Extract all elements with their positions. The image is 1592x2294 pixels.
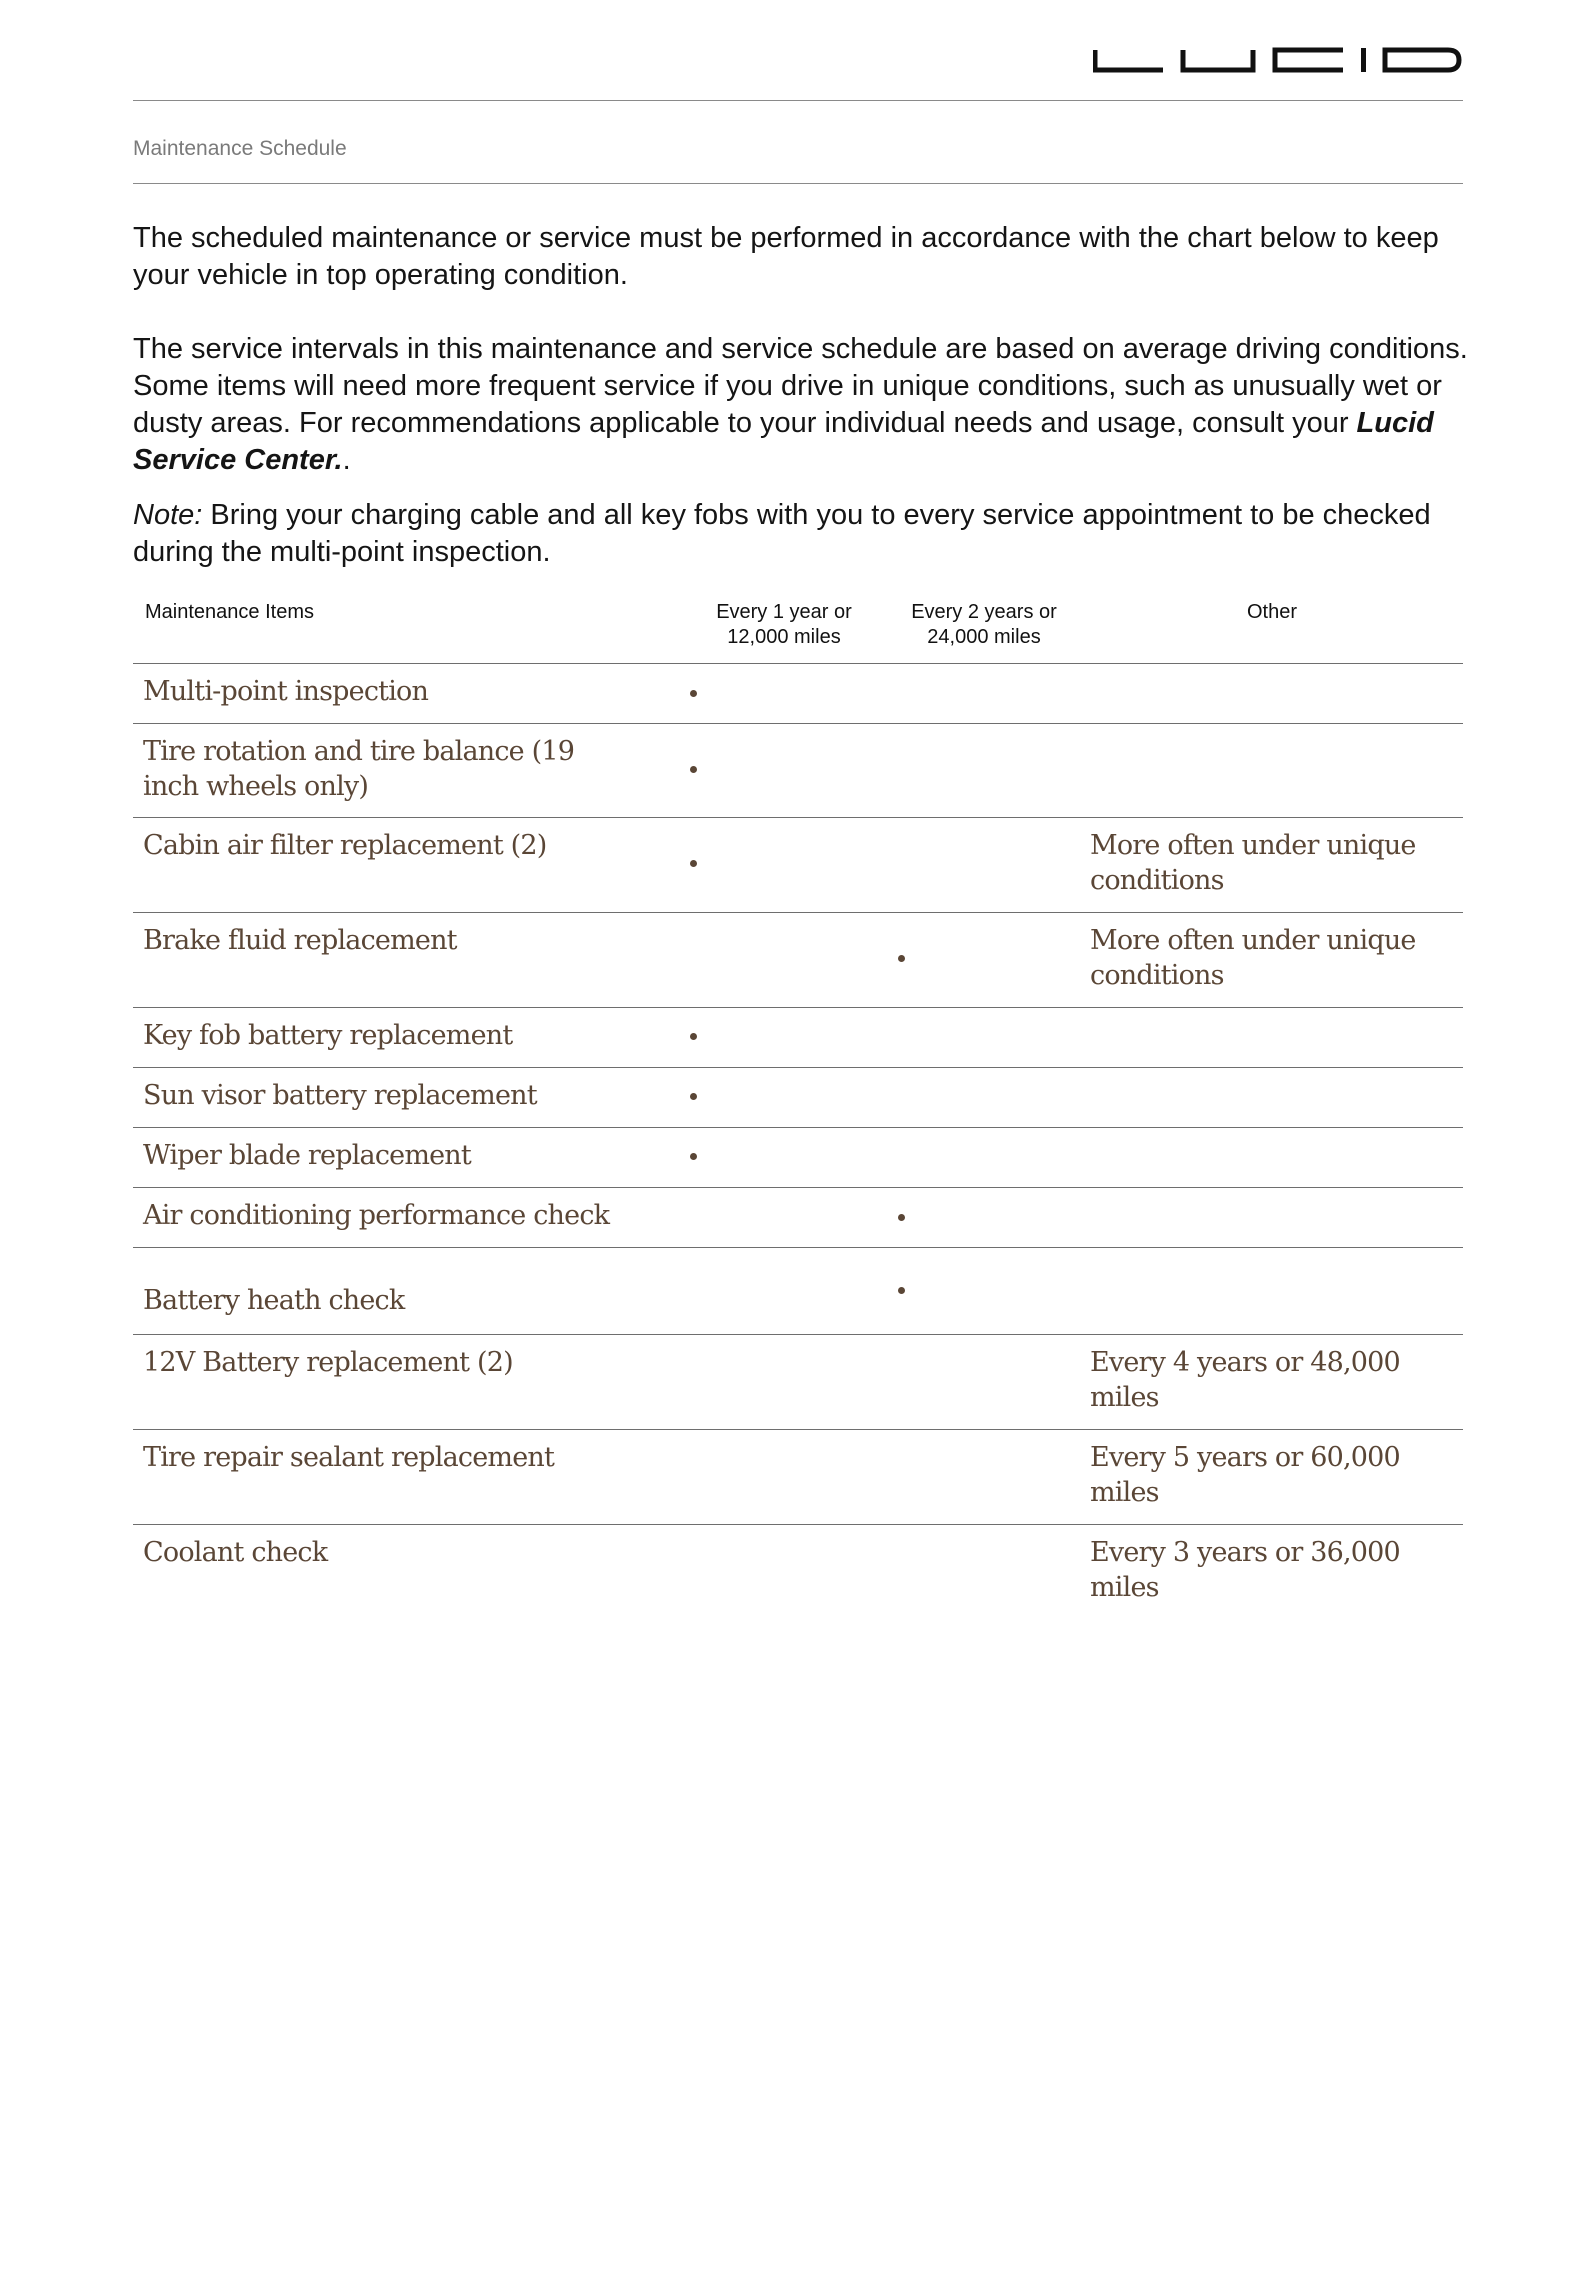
table-row-other: More often under unique conditions: [1090, 925, 1416, 991]
intro-paragraph-1: The scheduled maintenance or service must be performed in accordance with the chart below to keep your vehicle in top operating condition.: [133, 222, 1439, 291]
breadcrumb: Maintenance Schedule: [133, 137, 347, 160]
header-every-2-years-line1: Every 2 years or: [911, 601, 1057, 623]
header-every-2-years: [884, 600, 1084, 650]
interval-dot-every-1-year: [690, 690, 697, 697]
table-row-separator: [133, 1067, 1463, 1068]
interval-dot-every-1-year: [690, 860, 697, 867]
interval-dot-every-2-years: [898, 955, 905, 962]
table-row-separator: [133, 1247, 1463, 1248]
header-other: Other: [1246, 601, 1298, 623]
table-row-item: Brake fluid replacement: [143, 925, 457, 956]
intro-paragraph-2-text: The service intervals in this maintenance and service schedule are based on average driving conditions. Some items will need more frequent service if you drive in unique conditions, such as unusually wet or dusty areas. For recommendations applicable to your individual needs and usage, consult your: [133, 333, 1468, 439]
table-row-separator: [133, 1429, 1463, 1430]
table-row-item: Multi-point inspection: [143, 676, 429, 707]
note-paragraph: [133, 497, 1473, 571]
interval-dot-every-1-year: [690, 1153, 697, 1160]
table-row-item: Coolant check: [143, 1537, 328, 1568]
interval-dot-every-1-year: [690, 1033, 697, 1040]
lucid-logo: [1093, 46, 1463, 74]
table-row-other: Every 5 years or 60,000 miles: [1090, 1442, 1400, 1508]
table-row-item: Wiper blade replacement: [143, 1140, 471, 1171]
table-row-separator: [133, 1007, 1463, 1008]
table-row-item: Battery heath check: [143, 1285, 405, 1316]
table-row-other: Every 4 years or 48,000 miles: [1090, 1347, 1400, 1413]
table-row-separator: [133, 723, 1463, 724]
table-row-separator: [133, 663, 1463, 664]
header-every-1-year-line2: 12,000 miles: [727, 626, 841, 648]
table-row-separator: [133, 1127, 1463, 1128]
table-row-item: Tire rotation and tire balance (19 inch wheels only): [143, 736, 575, 802]
header-every-2-years-line2: 24,000 miles: [927, 626, 1041, 648]
table-row-separator: [133, 1524, 1463, 1525]
intro-paragraph-2: [133, 331, 1473, 479]
header-rule: [133, 100, 1463, 101]
table-row-other: More often under unique conditions: [1090, 830, 1416, 896]
table-row-item: Key fob battery replacement: [143, 1020, 513, 1051]
table-row-item: 12V Battery replacement (2): [143, 1347, 513, 1378]
note-label: Note:: [133, 499, 203, 531]
service-center-link[interactable]: Lucid Service Center.: [133, 407, 1434, 476]
interval-dot-every-1-year: [690, 766, 697, 773]
interval-dot-every-2-years: [898, 1214, 905, 1221]
table-row-other: Every 3 years or 36,000 miles: [1090, 1537, 1400, 1603]
header-maintenance-items: Maintenance Items: [145, 601, 314, 623]
table-row-item: Sun visor battery replacement: [143, 1080, 537, 1111]
interval-dot-every-2-years: [898, 1287, 905, 1294]
table-row-separator: [133, 912, 1463, 913]
intro-paragraph-2-end: .: [342, 444, 351, 476]
header-every-1-year: [684, 600, 884, 650]
interval-dot-every-1-year: [690, 1093, 697, 1100]
breadcrumb-rule: [133, 183, 1463, 184]
note-text: Bring your charging cable and all key fobs with you to every service appointment to be checked during the multi-point inspection.: [133, 499, 1431, 568]
table-row-separator: [133, 1187, 1463, 1188]
table-row-separator: [133, 817, 1463, 818]
header-every-1-year-line1: Every 1 year or: [716, 601, 852, 623]
table-row-separator: [133, 1334, 1463, 1335]
table-row-item: Cabin air filter replacement (2): [143, 830, 547, 861]
table-row-item: Air conditioning performance check: [143, 1200, 610, 1231]
table-row-item: Tire repair sealant replacement: [143, 1442, 555, 1473]
